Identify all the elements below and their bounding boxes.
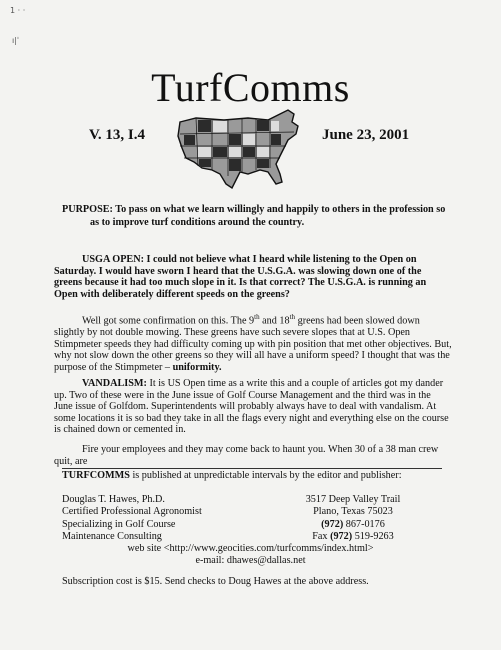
confirmation-text-a: Well got some confirmation on this. The 9 <box>82 315 255 327</box>
email-link[interactable]: e-mail: dhawes@dallas.net <box>195 555 306 567</box>
publisher-name: TURFCOMMS <box>62 470 130 481</box>
purpose-line-1: PURPOSE: To pass on what we learn willingly and happily to others in the profession so <box>62 204 446 215</box>
usga-open-text: USGA OPEN: I could not believe what I heard while listening to the Open on Saturday. I would have sworn I heard that the U.S.G.A. was slowing down one of the greens because it had too much slope in it. Is that correct? The U.S.G.A. is running an Open with deliberately different speeds on the greens? <box>54 254 427 300</box>
street-address: 3517 Deep Valley Trail <box>305 494 401 505</box>
confirmation-bold: uniformity. <box>172 361 222 373</box>
paragraph-confirmation <box>54 312 452 373</box>
web-contact <box>0 543 501 568</box>
city-state-zip: Plano, Texas 75023 <box>313 506 393 518</box>
paragraph-fire-employees <box>54 444 452 467</box>
vandalism-text: It is US Open time as a write this and a couple of articles got my dander up. Two of these were in the June issue of Golf Course Management and the third was in the June issue of Golfdom. Superintendents will probably always have to deal with vandalism. At some locations it is so bad they take in all the flags every night and everything else on the course is chained down or cemented in. <box>54 378 449 436</box>
publisher-intro: is published at unpredictable intervals by the editor and publisher: <box>129 470 402 481</box>
fire-employees-text: Fire your employees and they may come back to haunt you. When 30 of a 38 man crew quit, are <box>54 444 439 467</box>
contact-address <box>304 494 402 544</box>
editor-specialty-2: Maintenance Consulting <box>62 531 162 543</box>
purpose-statement <box>62 203 446 229</box>
usa-map-icon <box>176 108 306 192</box>
publisher-line <box>62 470 402 481</box>
fax-label: Fax <box>312 531 331 543</box>
purpose-line-2: as to improve turf conditions around the country. <box>90 217 305 228</box>
divider <box>62 468 442 469</box>
fax-number <box>304 531 402 543</box>
editor-title: Certified Professional Agronomist <box>62 506 202 518</box>
editor-name: Douglas T. Hawes, Ph.D. <box>62 494 165 505</box>
superscript-th: th <box>289 313 296 321</box>
phone-area-code: (972) <box>321 518 344 530</box>
issue-date: June 23, 2001 <box>322 127 410 143</box>
newsletter-title: TurfComms <box>151 65 350 110</box>
phone-number <box>304 519 402 531</box>
paragraph-usga-open <box>54 254 452 300</box>
vandalism-label: VANDALISM: <box>82 378 147 389</box>
editor-credentials <box>62 494 202 544</box>
volume-issue: V. 13, I.4 <box>89 127 145 143</box>
paragraph-vandalism <box>54 378 452 436</box>
confirmation-text-c: greens had been slowed down slightly by not double mowing. These greens have such severe slopes that at U.S. Open Stimpmeter speeds they had difficulty coming up with pin position that met other objectives. But, why not slow down the other greens so they will all have a uniform speed? I thought that was the purpose of the Stimpmeter – <box>54 315 452 373</box>
handwritten-mark: 1 · · <box>10 6 26 15</box>
fax-digits: 519-9263 <box>352 531 394 543</box>
superscript-th: th <box>254 313 260 321</box>
confirmation-text-b: and 18 <box>259 315 290 327</box>
phone-digits: 867-0176 <box>343 518 385 530</box>
subscription-info: Subscription cost is $15. Send checks to Doug Hawes at the above address. <box>62 576 369 587</box>
handwritten-mark: ı|ˈ <box>12 36 20 45</box>
editor-specialty: Specializing in Golf Course <box>62 518 176 530</box>
fax-area-code: (972) <box>330 531 353 543</box>
website-link[interactable]: web site <http://www.geocities.com/turfcomms/index.html> <box>127 543 374 554</box>
